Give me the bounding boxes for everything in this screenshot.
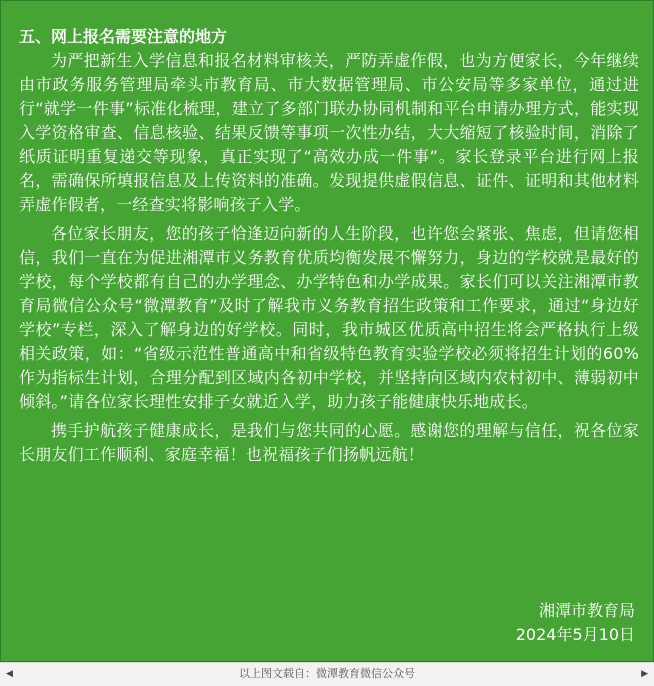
section-heading: 五、网上报名需要注意的地方 (19, 27, 228, 46)
paragraph-registration: 为严把新生入学信息和报名材料审核关，严防弄虚作假，也为方便家长，今年继续由市政务服务管理局牵头市教育局、市大数据管理局、市公安局等多家单位，通过进行“就学一件事”标准化梳理，建立了多部门联办协同机制和平台申请办理方式，能实现入学资格审查、信息核验、结果反馈等事项一次性办结，大大缩短了核验时间，消除了纸质证明重复递交等现象，真正实现了“高效办成一件事”。家长登录平台进行网上报名，需确保所填报信息及上传资料的准确。发现提供虚假信息、证件、证明和其他材料弄虚作假者，一经查实将影响孩子入学。 (19, 51, 639, 214)
signature-date: 2024年5月10日 (515, 625, 635, 644)
article-content (19, 25, 639, 472)
caret-left-icon[interactable]: ◀ (6, 669, 13, 679)
source-footer (0, 662, 654, 686)
source-caption: 以上图文载自：微潭教育微信公众号 (239, 667, 415, 680)
paragraph-closing: 携手护航孩子健康成长，是我们与您共同的心愿。感谢您的理解与信任，祝各位家长朋友们工作顺利、家庭幸福！也祝福孩子们扬帆远航！ (19, 421, 639, 464)
paragraph-parents: 各位家长朋友，您的孩子恰逢迈向新的人生阶段，也许您会紧张、焦虑，但请您相信，我们一直在为促进湘潭市义务教育优质均衡发展不懈努力，身边的学校就是最好的学校，每个学校都有自己的办学理念、办学特色和办学成果。家长们可以关注湘潭市教育局微信公众号“微潭教育”及时了解我市义务教育招生政策和工作要求，通过“身边好学校”专栏，深入了解身边的好学校。同时，我市城区优质高中招生将会严格执行上级相关政策，如：“省级示范性普通高中和省级特色教育实验学校必须将招生计划的60%作为指标生计划，合理分配到区域内各初中学校，并坚持向区域内农村初中、薄弱初中倾斜。”请各位家长理性安排子女就近入学，助力孩子能健康快乐地成长。 (19, 224, 639, 411)
signature-block (516, 599, 635, 647)
signature-org: 湘潭市教育局 (538, 601, 635, 620)
caret-right-icon[interactable]: ▶ (641, 669, 648, 679)
